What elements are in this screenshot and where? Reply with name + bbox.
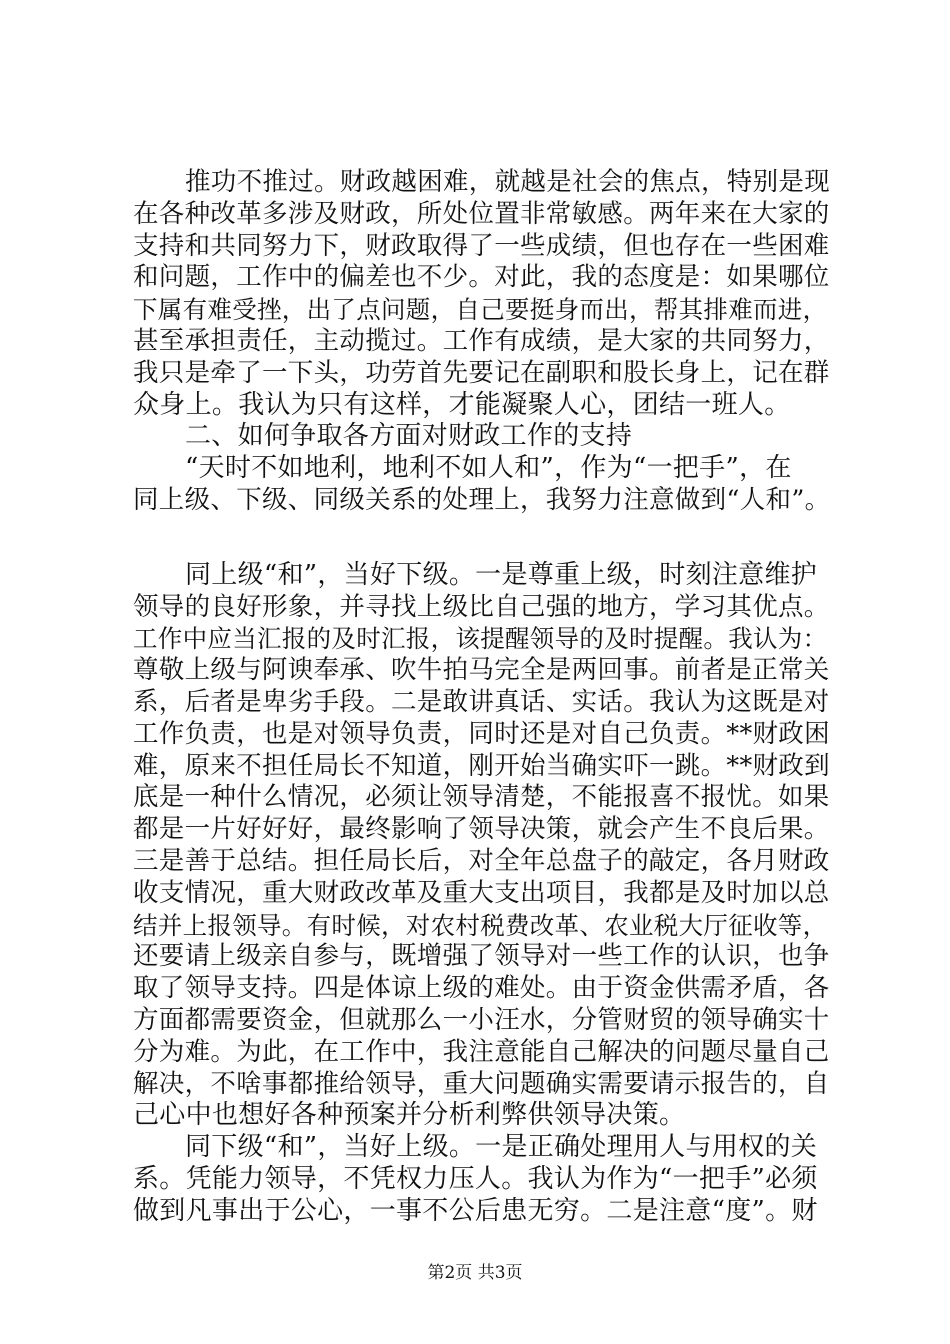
page-number-label: 第2页 共3页: [427, 1263, 523, 1283]
paragraph-line: 工作中应当汇报的及时汇报，该提醒领导的及时提醒。我认为：: [133, 624, 828, 654]
paragraph-line: 支持和共同努力下，财政取得了一些成绩，但也存在一些困难: [133, 230, 830, 261]
section-heading: 二、如何争取各方面对财政工作的支持: [185, 421, 633, 452]
paragraph-line: 工作负责，也是对领导负责，同时还是对自己负责。**财政困: [133, 718, 830, 749]
paragraph-line: 难，原来不担任局长不知道，刚开始当确实吓一跳。**财政到: [133, 750, 830, 781]
paragraph-line: 收支情况，重大财政改革及重大支出项目，我都是及时加以总: [133, 877, 830, 908]
paragraph-line: “天时不如地利，地利不如人和”，作为“一把手”，在: [185, 453, 792, 484]
paragraph-line: 尊敬上级与阿谀奉承、吹牛拍马完全是两回事。前者是正常关: [133, 655, 830, 686]
paragraph-line: 众身上。我认为只有这样，才能凝聚人心，团结一班人。: [133, 389, 791, 420]
paragraph-line: 分为难。为此，在工作中，我注意能自己解决的问题尽量自己: [133, 1036, 830, 1067]
paragraph-line: 己心中也想好各种预案并分析利弊供领导决策。: [133, 1100, 686, 1131]
paragraph-line: 和问题，工作中的偏差也不少。对此，我的态度是：如果哪位: [133, 262, 830, 293]
paragraph-line: 方面都需要资金，但就那么一小汪水，分管财贸的领导确实十: [133, 1004, 830, 1035]
paragraph-line: 结并上报领导。有时候，对农村税费改革、农业税大厅征收等，: [133, 910, 828, 940]
paragraph-line: 推功不推过。财政越困难，就越是社会的焦点，特别是现: [185, 167, 831, 197]
paragraph-line: 领导的良好形象，并寻找上级比自己强的地方，学习其优点。: [133, 591, 830, 622]
page-footer: [0, 1262, 950, 1284]
paragraph-line: 甚至承担责任，主动揽过。工作有成绩，是大家的共同努力，: [133, 325, 830, 356]
paragraph-line: 下属有难受挫，出了点问题，自己要挺身而出，帮其排难而进，: [133, 295, 828, 325]
paragraph-line: 我只是牵了一下头，功劳首先要记在副职和股长身上，记在群: [133, 357, 830, 388]
paragraph-line: 三是善于总结。担任局长后，对全年总盘子的敲定，各月财政: [133, 845, 830, 876]
paragraph-line: 取了领导支持。四是体谅上级的难处。由于资金供需矛盾，各: [133, 973, 830, 1004]
paragraph-line: 系。凭能力领导，不凭权力压人。我认为作为“一把手”必须: [133, 1163, 818, 1194]
paragraph-gap: [133, 517, 833, 560]
paragraph-line: 解决，不啥事都推给领导，重大问题确实需要请示报告的，自: [133, 1068, 830, 1099]
document-body: [133, 167, 833, 1228]
paragraph-line: 底是一种什么情况，必须让领导清楚，不能报喜不报忧。如果: [133, 782, 830, 813]
paragraph-line: 在各种改革多涉及财政，所处位置非常敏感。两年来在大家的: [133, 198, 830, 229]
paragraph-line: 都是一片好好好，最终影响了领导决策，就会产生不良后果。: [133, 814, 830, 845]
paragraph-line: 同上级、下级、同级关系的处理上，我努力注意做到“人和”。: [133, 484, 831, 515]
paragraph-line: 还要请上级亲自参与，既增强了领导对一些工作的认识，也争: [133, 941, 830, 972]
paragraph-line: 同下级“和”，当好上级。一是正确处理用人与用权的关: [185, 1132, 818, 1163]
paragraph-line: 同上级“和”，当好下级。一是尊重上级，时刻注意维护: [185, 559, 818, 590]
paragraph-line: 做到凡事出于公心，一事不公后患无穷。二是注意“度”。财: [133, 1195, 818, 1226]
paragraph-line: 系，后者是卑劣手段。二是敢讲真话、实话。我认为这既是对: [133, 686, 830, 717]
